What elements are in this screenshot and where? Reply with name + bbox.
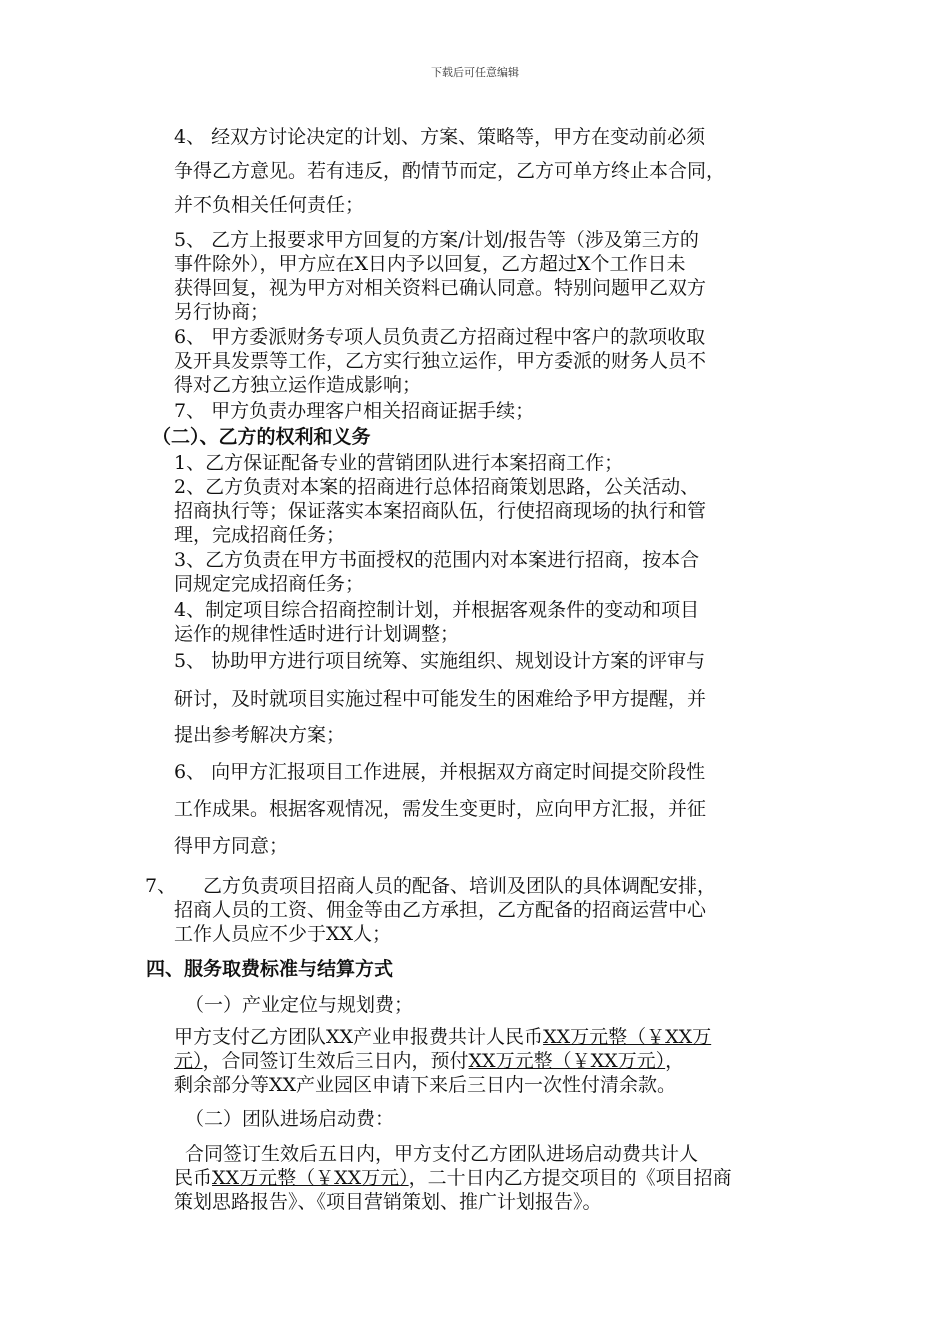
item-5-line-2: 事件除外），甲方应在X日内予以回复，乙方超过X个工作日未 bbox=[174, 253, 686, 275]
page-header: 下载后可任意编辑 bbox=[431, 66, 519, 79]
section-2-heading: （二）、乙方的权利和义务 bbox=[152, 426, 371, 448]
fee-amount: XX万元整（￥XX万元） bbox=[212, 1167, 409, 1189]
item-5-line-3: 获得回复，视为甲方对相关资料已确认同意。特别问题甲乙双方 bbox=[174, 277, 707, 299]
b2-line-2: 招商执行等；保证落实本案招商队伍，行使招商现场的执行和管 bbox=[174, 500, 707, 522]
fee-amount: XX万元整（￥XX万 bbox=[543, 1026, 712, 1048]
b4-line-1: 4、制定项目综合招商控制计划，并根据客观条件的变动和项目 bbox=[174, 599, 700, 621]
item-7-line-1: 7、 甲方负责办理客户相关招商证据手续； bbox=[174, 400, 535, 422]
item-4-line-2: 争得乙方意见。若有违反，酌情节而定，乙方可单方终止本合同， bbox=[174, 160, 726, 182]
item-5-line-4: 另行协商； bbox=[174, 301, 270, 323]
item-6-line-2: 及开具发票等工作，乙方实行独立运作，甲方委派的财务人员不 bbox=[174, 350, 707, 372]
b6-line-3: 得甲方同意； bbox=[174, 835, 289, 857]
b4-line-2: 运作的规律性适时进行计划调整； bbox=[174, 623, 460, 645]
b6-line-2: 工作成果。根据客观情况，需发生变更时，应向甲方汇报，并征 bbox=[174, 798, 707, 820]
fee-para-1-line-3: 剩余部分等XX产业园区申请下来后三日内一次性付清余款。 bbox=[174, 1074, 677, 1096]
fee-para-1-line-2 bbox=[174, 1048, 684, 1074]
item-6-line-1: 6、 甲方委派财务专项人员负责乙方招商过程中客户的款项收取 bbox=[174, 326, 706, 348]
fee-text: ， bbox=[665, 1050, 685, 1072]
item-4-line-1: 4、 经双方讨论决定的计划、方案、策略等，甲方在变动前必须 bbox=[174, 126, 706, 148]
fee-amount: XX万元整（￥XX万元） bbox=[468, 1050, 666, 1072]
b7-number: 7、 bbox=[145, 875, 177, 897]
fee-text: ，合同签订生效后三日内，预付 bbox=[202, 1050, 469, 1072]
b6-line-1: 6、 向甲方汇报项目工作进展，并根据双方商定时间提交阶段性 bbox=[174, 761, 706, 783]
b5-line-3: 提出参考解决方案； bbox=[174, 724, 346, 746]
b7-line-1: 乙方负责项目招商人员的配备、培训及团队的具体调配安排， bbox=[203, 875, 717, 897]
b7-line-2: 招商人员的工资、佣金等由乙方承担，乙方配备的招商运营中心 bbox=[174, 899, 707, 921]
b2-line-3: 理，完成招商任务； bbox=[174, 524, 346, 546]
fee-para-2-line-2 bbox=[174, 1165, 732, 1191]
section-4-heading: 四、服务取费标准与结算方式 bbox=[146, 958, 394, 980]
fee-text: ，二十日内乙方提交项目的《项目招商 bbox=[408, 1167, 732, 1189]
fee-para-2-line-3: 策划思路报告》、《项目营销策划、推广计划报告》。 bbox=[174, 1191, 602, 1213]
b3-line-2: 同规定完成招商任务； bbox=[174, 573, 365, 595]
item-4-line-3: 并不负相关任何责任； bbox=[174, 194, 365, 216]
b7-line-3: 工作人员应不少于XX人； bbox=[174, 923, 392, 945]
b3-line-1: 3、乙方负责在甲方书面授权的范围内对本案进行招商，按本合 bbox=[174, 549, 700, 571]
fee-para-1-line-1 bbox=[174, 1024, 711, 1050]
fee-sub-2: （二）团队进场启动费： bbox=[185, 1108, 395, 1130]
fee-para-2-line-1: 合同签订生效后五日内，甲方支付乙方团队进场启动费共计人 bbox=[185, 1143, 699, 1165]
fee-sub-1: （一）产业定位与规划费； bbox=[185, 994, 414, 1016]
item-5-line-1: 5、 乙方上报要求甲方回复的方案/计划/报告等（涉及第三方的 bbox=[174, 229, 699, 251]
b5-line-2: 研讨，及时就项目实施过程中可能发生的困难给予甲方提醒，并 bbox=[174, 688, 707, 710]
b1-line-1: 1、乙方保证配备专业的营销团队进行本案招商工作； bbox=[174, 452, 624, 474]
b5-line-1: 5、 协助甲方进行项目统筹、实施组织、规划设计方案的评审与 bbox=[174, 650, 706, 672]
b2-line-1: 2、乙方负责对本案的招商进行总体招商策划思路，公关活动、 bbox=[174, 476, 700, 498]
fee-amount: 元） bbox=[174, 1050, 203, 1072]
item-6-line-3: 得对乙方独立运作造成影响； bbox=[174, 374, 422, 396]
fee-text: 民币 bbox=[174, 1167, 213, 1189]
fee-text: 甲方支付乙方团队XX产业申报费共计人民币 bbox=[174, 1026, 544, 1048]
